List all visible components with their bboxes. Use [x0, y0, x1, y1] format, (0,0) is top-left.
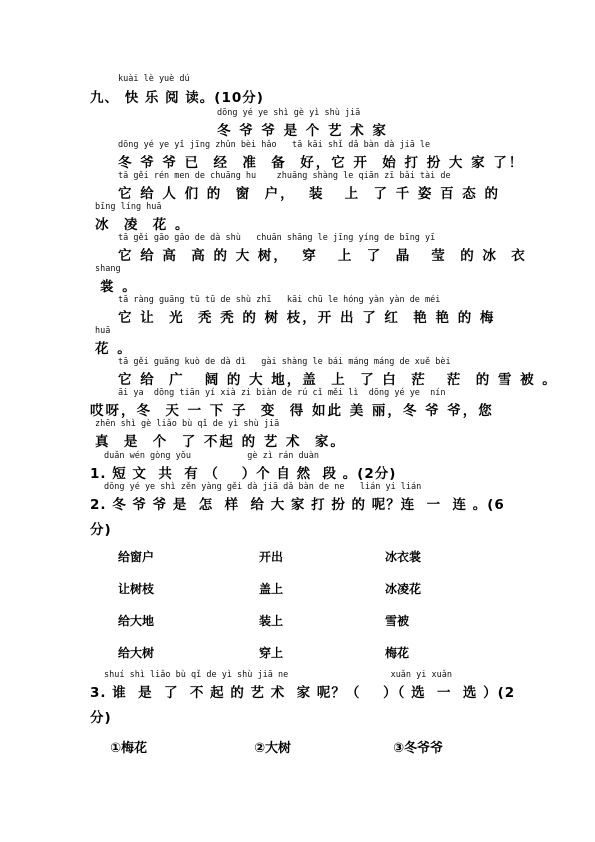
option-grandpa-winter[interactable]: ③冬爷爷 — [393, 741, 444, 756]
match-item[interactable]: 让树枝 — [118, 582, 155, 596]
option-big-tree[interactable]: ②大树 — [254, 741, 292, 756]
passage-line: 裳 。 — [100, 279, 138, 295]
passage-line: 哎呀，冬 天 一 下 子 变 得 如此 美 丽，冬 爷 爷，您 — [90, 403, 494, 419]
passage-title: 冬 爷 爷 是 个 艺 术 家 — [217, 123, 388, 139]
match-item[interactable]: 冰衣裳 — [385, 550, 422, 564]
question-3-tail: 分) — [90, 710, 112, 726]
question-3-pinyin: shuí shì liǎo bù qǐ de yì shù jiā ne xuǎn yi xuǎn — [104, 670, 452, 680]
passage-line-pinyin: tā gěi guǎng kuò de dà dì gài shàng le bái máng máng de xuě bèi — [118, 357, 451, 367]
passage-line-pinyin: tā ràng guāng tū tū de shù zhī kāi chū le hóng yàn yàn de méi — [118, 295, 441, 305]
passage-line-pinyin: zhēn shì gè liǎo bù qǐ de yì shù jiā — [95, 419, 280, 429]
question-2: 2. 冬 爷 爷 是 怎 样 给 大 家 打 扮 的 呢？连 一 连 。(6 — [90, 497, 505, 513]
passage-line: 冰 凌 花 。 — [95, 217, 191, 233]
passage-line-pinyin: dōng yé ye yǐ jīng zhǔn bèi hǎo tā kāi shǐ dǎ bàn dà jiā le — [118, 140, 431, 150]
passage-line-pinyin: shang — [95, 264, 121, 274]
match-item[interactable]: 穿上 — [259, 646, 284, 660]
section-title-pinyin: kuài lè yuè dú — [118, 74, 190, 84]
match-item[interactable]: 雪被 — [385, 614, 410, 628]
passage-line-pinyin: bīng líng huā — [95, 202, 162, 212]
passage-line: 它 让 光 秃 秃 的 树 枝，开 出 了 红 艳 艳 的 梅 — [118, 310, 496, 326]
question-2-pinyin: dōng yé ye shì zěn yàng gěi dà jiā dǎ bàn de ne lián yi lián — [104, 482, 422, 492]
match-item[interactable]: 装上 — [259, 614, 284, 628]
passage-line-pinyin: tā gěi gāo gāo de dà shù chuān shāng le jīng yíng de bīng yī — [118, 233, 436, 243]
passage-line: 冬 爷 爷 已 经 准 备 好，它 开 始 打 扮 大 家 了！ — [118, 155, 525, 171]
passage-line-pinyin: tā gěi rén men de chuāng hu zhuāng shàng le qiān zī bǎi tài de — [118, 171, 451, 181]
section-title: 九、 快 乐 阅 读。(10分) — [90, 90, 264, 106]
question-1-pinyin: duǎn wén gòng yǒu gè zì rán duàn — [104, 451, 319, 461]
match-item[interactable]: 盖上 — [259, 582, 284, 596]
passage-line: 花 。 — [95, 341, 133, 357]
passage-line-pinyin: huā — [95, 326, 111, 336]
match-item[interactable]: 梅花 — [385, 646, 410, 660]
match-item[interactable]: 给窗户 — [118, 550, 155, 564]
match-item[interactable]: 给大地 — [118, 614, 155, 628]
match-item[interactable]: 开出 — [259, 550, 284, 564]
question-3: 3. 谁 是 了 不 起 的 艺 术 家 呢？（ ）（ 选 一 选 ）(2 — [90, 685, 516, 701]
passage-title-pinyin: dōng yé ye shì gè yì shù jiā — [217, 108, 361, 118]
match-item[interactable]: 给大树 — [118, 646, 155, 660]
option-plum-blossom[interactable]: ①梅花 — [110, 741, 148, 756]
passage-line-pinyin: āi ya dōng tiān yí xià zi biàn de rú cǐ měi lì dōng yé ye nín — [118, 388, 446, 398]
passage-line: 它 给 人 们 的 窗 户， 装 上 了 千 姿 百 态 的 — [118, 186, 500, 202]
passage-line: 真 是 个 了 不起 的 艺 术 家。 — [95, 434, 346, 450]
match-item[interactable]: 冰凌花 — [385, 582, 422, 596]
question-1: 1. 短 文 共 有 （ ）个 自 然 段 。(2分) — [90, 466, 397, 482]
passage-line: 它 给 高 高 的 大 树， 穿 上 了 晶 莹 的 冰 衣 — [118, 248, 527, 264]
passage-line: 它 给 广 阔 的 大 地，盖 上 了 白 茫 茫 的 雪 被 。 — [118, 372, 558, 388]
question-2-tail: 分) — [90, 522, 112, 538]
